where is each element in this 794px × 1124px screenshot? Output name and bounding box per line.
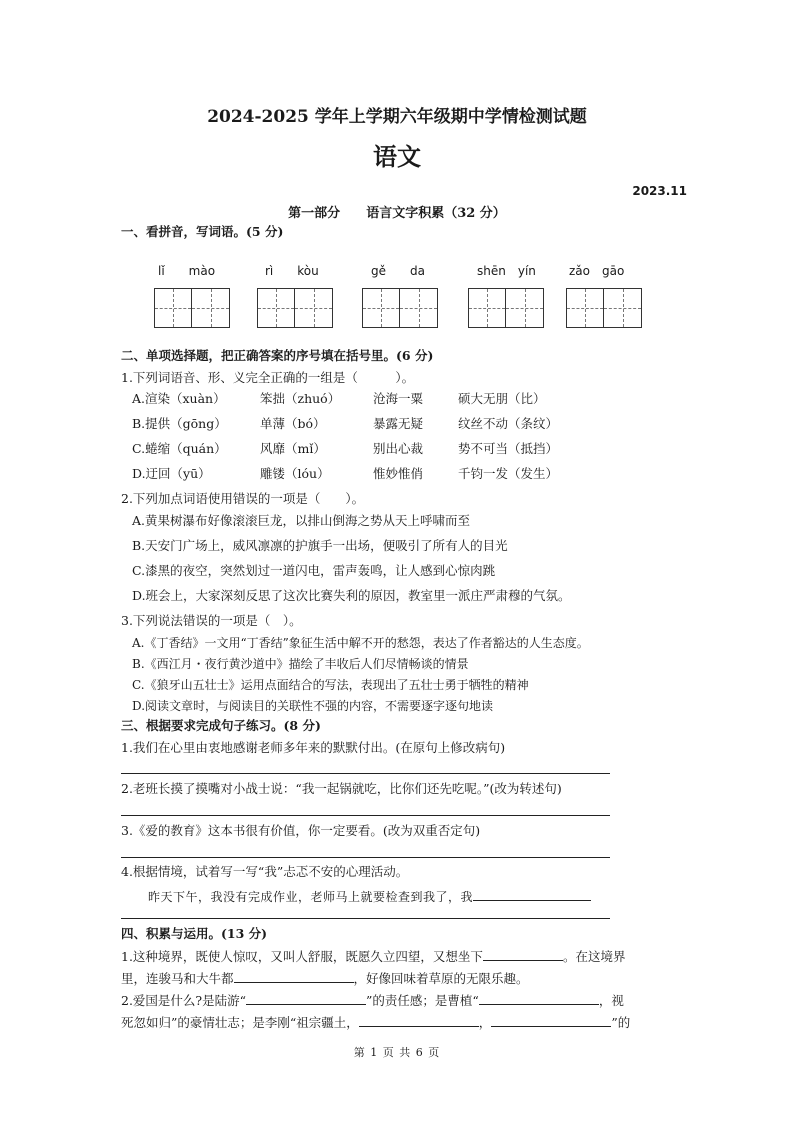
section3-q2: 2.老班长摸了摸嘴对小战士说：“我一起锅就吃，比你们还先吃呢。”(改为转述句) (121, 781, 562, 796)
q1-blank-2[interactable] (234, 968, 354, 983)
section4-q1-line1 (121, 946, 625, 966)
writing-grid-1[interactable] (154, 288, 230, 328)
part1-label: 第一部分 (288, 206, 341, 221)
q1-option-a-word2: 笨拙（zhuó） (260, 391, 341, 406)
q2-blank-4[interactable] (491, 1012, 611, 1027)
q2-option-d: D.班会上，大家深刻反思了这次比赛失利的原因，教室里一派庄严肃穆的气氛。 (132, 588, 571, 603)
q2-blank-2[interactable] (479, 990, 599, 1005)
section3-heading: 三、根据要求完成句子练习。(8 分) (121, 718, 321, 733)
exam-date: 2023.11 (632, 184, 687, 198)
writing-cell[interactable] (469, 289, 506, 327)
q3-option-b: B.《西江月・夜行黄沙道中》描绘了丰收后人们尽情畅谈的情景 (132, 657, 469, 671)
q3-option-c: C.《狼牙山五壮士》运用点面结合的写法，表现出了五壮士勇于牺牲的精神 (132, 678, 529, 692)
q1-option-d-word3: 惟妙惟俏 (373, 466, 424, 481)
q1-text-a: 1.这种境界，既使人惊叹，又叫人舒服，既愿久立四望，又想坐下 (121, 949, 483, 964)
q2-option-a: A.黄果树瀑布好像滚滚巨龙，以排山倒海之势从天上呼啸而至 (132, 513, 471, 528)
writing-cell[interactable] (604, 289, 641, 327)
section4-q1-line2 (121, 968, 529, 988)
section4-q2-line2 (121, 1012, 630, 1032)
section2-q3-stem: 3.下列说法错误的一项是（ ）。 (121, 613, 302, 628)
writing-grid-5[interactable] (566, 288, 642, 328)
q1-option-c: C.蜷缩（quán） (132, 441, 227, 456)
q1-option-a-word3: 沧海一粟 (373, 391, 424, 406)
q1-text-d: ，好像回味着草原的无限乐趣。 (353, 971, 529, 986)
page-number: 第 1 页 共 6 页 (353, 1046, 441, 1059)
section3-q1: 1.我们在心里由衷地感谢老师多年来的默默付出。(在原句上修改病句) (121, 740, 506, 755)
answer-line-3[interactable] (121, 857, 610, 858)
q2-option-c: C.漆黑的夜空，突然划过一道闪电，雷声轰鸣，让人感到心惊肉跳 (132, 563, 496, 578)
section2-q1-stem: 1.下列词语音、形、义完全正确的一组是（ ）。 (121, 370, 415, 385)
writing-cell[interactable] (506, 289, 543, 327)
q2-text-a: 2.爱国是什么?是陆游“ (121, 993, 247, 1008)
writing-grid-2[interactable] (257, 288, 333, 328)
section1-heading: 一、看拼音，写词语。(5 分) (121, 224, 284, 239)
q2-text-c: ，视 (598, 993, 624, 1008)
writing-cell[interactable] (155, 289, 192, 327)
q2-text-e: ， (478, 1015, 492, 1030)
section2-heading: 二、单项选择题，把正确答案的序号填在括号里。(6 分) (121, 348, 434, 363)
q2-text-b: ”的责任感；是曹植“ (366, 993, 479, 1008)
pinyin-5: zǎo gāo (569, 264, 625, 278)
section3-q4: 4.根据情境，试着写一写“我”忐忑不安的心理活动。 (121, 864, 409, 879)
writing-grid-3[interactable] (362, 288, 438, 328)
pinyin-2: rì kòu (265, 264, 319, 278)
writing-cell[interactable] (258, 289, 295, 327)
q4-context-text: 昨天下午，我没有完成作业，老师马上就要检查到我了，我 (148, 890, 474, 904)
q3-option-d: D.阅读文章时，与阅读目的关联性不强的内容，不需要逐字逐句地读 (132, 699, 494, 713)
section4-heading: 四、积累与运用。(13 分) (121, 926, 268, 941)
q1-text-c: 里，连骏马和大牛都 (121, 971, 234, 986)
q1-option-c-word3: 别出心裁 (373, 441, 424, 456)
q3-option-a: A.《丁香结》一文用“丁香结”象征生活中解不开的愁怨，表达了作者豁达的人生态度。 (132, 636, 589, 650)
pinyin-4: shēn yín (477, 264, 536, 278)
q1-option-b-word3: 暴露无疑 (373, 416, 424, 431)
q1-option-c-word2: 风靡（mǐ） (260, 441, 326, 456)
pinyin-3: gě da (371, 264, 425, 278)
q2-text-d: 死忽如归”的豪情壮志；是李刚“祖宗疆土， (121, 1015, 359, 1030)
q1-option-d: D.迂回（yū） (132, 466, 211, 481)
writing-cell[interactable] (400, 289, 437, 327)
section2-q2-stem: 2.下列加点词语使用错误的一项是（ ）。 (121, 491, 365, 506)
q1-option-d-word4: 千钧一发（发生） (458, 466, 559, 481)
part1-heading (0, 202, 794, 221)
pinyin-1: lǐ mào (158, 264, 216, 278)
q1-option-a-word4: 硕大无朋（比） (458, 391, 546, 406)
q4-blank[interactable] (473, 886, 591, 901)
q2-blank-3[interactable] (359, 1012, 479, 1027)
q2-blank-1[interactable] (246, 990, 366, 1005)
section3-q3: 3.《爱的教育》这本书很有价值，你一定要看。(改为双重否定句) (121, 823, 481, 838)
writing-cell[interactable] (192, 289, 229, 327)
writing-cell[interactable] (295, 289, 332, 327)
q2-text-f: ”的 (611, 1015, 631, 1030)
writing-grid-4[interactable] (468, 288, 544, 328)
section4-q2-line1 (121, 990, 624, 1010)
subject-title: 语文 (373, 142, 421, 171)
q1-option-b: B.提供（gōng） (132, 416, 227, 431)
q1-blank-1[interactable] (483, 946, 563, 961)
exam-title: 2024-2025 学年上学期六年级期中学情检测试题 (207, 107, 587, 127)
q2-option-b: B.天安门广场上，威风凛凛的护旗手一出场，便吸引了所有人的目光 (132, 538, 508, 553)
answer-line-1[interactable] (121, 773, 610, 774)
q1-option-b-word4: 纹丝不动（条纹） (458, 416, 559, 431)
writing-cell[interactable] (363, 289, 400, 327)
part1-name: 语言文字积累（32 分） (366, 206, 506, 221)
q1-option-c-word4: 势不可当（抵挡） (458, 441, 559, 456)
q1-text-b: 。在这境界 (562, 949, 626, 964)
section3-q4-context (148, 886, 591, 906)
q1-option-a: A.渲染（xuàn） (132, 391, 226, 406)
answer-line-4[interactable] (121, 918, 610, 919)
writing-cell[interactable] (567, 289, 604, 327)
q1-option-b-word2: 单薄（bó） (260, 416, 326, 431)
q1-option-d-word2: 雕镂（lóu） (260, 466, 330, 481)
answer-line-2[interactable] (121, 815, 610, 816)
